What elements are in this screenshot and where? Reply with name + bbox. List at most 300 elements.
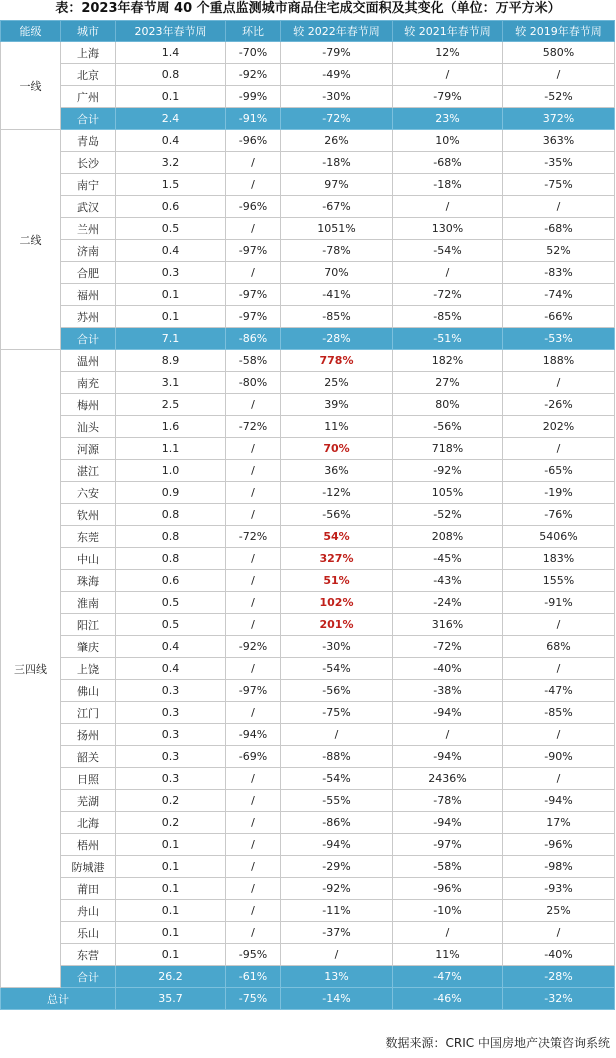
mom-cell: -80% <box>226 372 281 394</box>
vs2019-cell: -75% <box>503 174 615 196</box>
v2023-cell: 0.5 <box>116 614 226 636</box>
v2023-cell: 0.1 <box>116 834 226 856</box>
city-cell: 韶关 <box>61 746 116 768</box>
v2023-cell: 0.4 <box>116 240 226 262</box>
vs2021-cell: -94% <box>393 812 503 834</box>
vs2022-cell: -85% <box>281 306 393 328</box>
vs2021-cell: -94% <box>393 746 503 768</box>
vs2021-cell: -24% <box>393 592 503 614</box>
table-row <box>1 174 615 196</box>
city-cell: 上饶 <box>61 658 116 680</box>
vs2021-cell: 182% <box>393 350 503 372</box>
vs2019-cell: 25% <box>503 900 615 922</box>
v2023-cell: 0.3 <box>116 746 226 768</box>
subtotal-vs2021: -51% <box>393 328 503 350</box>
subtotal-vs2021: 23% <box>393 108 503 130</box>
v2023-cell: 0.1 <box>116 306 226 328</box>
subtotal-mom: -91% <box>226 108 281 130</box>
vs2021-cell: -43% <box>393 570 503 592</box>
vs2022-cell: -75% <box>281 702 393 724</box>
mom-cell: / <box>226 834 281 856</box>
v2023-cell: 1.4 <box>116 42 226 64</box>
city-cell: 合肥 <box>61 262 116 284</box>
table-row <box>1 658 615 680</box>
table-row <box>1 438 615 460</box>
mom-cell: / <box>226 658 281 680</box>
table-row <box>1 746 615 768</box>
vs2021-cell: 2436% <box>393 768 503 790</box>
vs2022-cell: 778% <box>281 350 393 372</box>
city-cell: 防城港 <box>61 856 116 878</box>
vs2022-cell: 1051% <box>281 218 393 240</box>
table-row <box>1 504 615 526</box>
v2023-cell: 0.8 <box>116 548 226 570</box>
city-cell: 苏州 <box>61 306 116 328</box>
v2023-cell: 0.8 <box>116 504 226 526</box>
city-cell: 莆田 <box>61 878 116 900</box>
vs2022-cell: 70% <box>281 262 393 284</box>
vs2022-cell: -55% <box>281 790 393 812</box>
v2023-cell: 0.2 <box>116 790 226 812</box>
vs2022-cell: -79% <box>281 42 393 64</box>
header-vs2019: 较 2019年春节周 <box>503 21 615 42</box>
vs2019-cell: -98% <box>503 856 615 878</box>
vs2022-cell: 39% <box>281 394 393 416</box>
header-row <box>1 21 615 42</box>
mom-cell: / <box>226 570 281 592</box>
city-cell: 济南 <box>61 240 116 262</box>
city-cell: 湛江 <box>61 460 116 482</box>
city-cell: 佛山 <box>61 680 116 702</box>
header-tier: 能级 <box>1 21 61 42</box>
v2023-cell: 0.3 <box>116 680 226 702</box>
mom-cell: / <box>226 262 281 284</box>
vs2019-cell: 183% <box>503 548 615 570</box>
table-row <box>1 680 615 702</box>
table-row <box>1 372 615 394</box>
table-row <box>1 350 615 372</box>
v2023-cell: 0.8 <box>116 64 226 86</box>
vs2022-cell: -30% <box>281 86 393 108</box>
subtotal-vs2021: -47% <box>393 966 503 988</box>
city-cell: 舟山 <box>61 900 116 922</box>
v2023-cell: 0.1 <box>116 856 226 878</box>
vs2019-cell: / <box>503 658 615 680</box>
tier-label: 二线 <box>1 130 61 350</box>
subtotal-mom: -61% <box>226 966 281 988</box>
vs2022-cell: 70% <box>281 438 393 460</box>
city-cell: 福州 <box>61 284 116 306</box>
table-row <box>1 86 615 108</box>
mom-cell: -99% <box>226 86 281 108</box>
city-cell: 东营 <box>61 944 116 966</box>
v2023-cell: 8.9 <box>116 350 226 372</box>
header-2023: 2023年春节周 <box>116 21 226 42</box>
v2023-cell: 3.1 <box>116 372 226 394</box>
total-row <box>1 988 615 1010</box>
vs2022-cell: 97% <box>281 174 393 196</box>
vs2022-cell: 26% <box>281 130 393 152</box>
city-cell: 梧州 <box>61 834 116 856</box>
city-cell: 武汉 <box>61 196 116 218</box>
v2023-cell: 0.9 <box>116 482 226 504</box>
table-row <box>1 702 615 724</box>
city-cell: 肇庆 <box>61 636 116 658</box>
v2023-cell: 0.3 <box>116 262 226 284</box>
total-mom: -75% <box>226 988 281 1010</box>
subtotal-vs2019: 372% <box>503 108 615 130</box>
city-cell: 南宁 <box>61 174 116 196</box>
vs2021-cell: / <box>393 724 503 746</box>
header-vs2021: 较 2021年春节周 <box>393 21 503 42</box>
city-cell: 六安 <box>61 482 116 504</box>
subtotal-vs2019: -28% <box>503 966 615 988</box>
vs2022-cell: 36% <box>281 460 393 482</box>
table-row <box>1 856 615 878</box>
vs2022-cell: 327% <box>281 548 393 570</box>
vs2019-cell: -35% <box>503 152 615 174</box>
vs2021-cell: -78% <box>393 790 503 812</box>
mom-cell: -94% <box>226 724 281 746</box>
vs2019-cell: 188% <box>503 350 615 372</box>
mom-cell: / <box>226 482 281 504</box>
header-mom: 环比 <box>226 21 281 42</box>
vs2019-cell: / <box>503 196 615 218</box>
v2023-cell: 1.5 <box>116 174 226 196</box>
vs2022-cell: 51% <box>281 570 393 592</box>
vs2019-cell: -66% <box>503 306 615 328</box>
subtotal-mom: -86% <box>226 328 281 350</box>
vs2021-cell: / <box>393 64 503 86</box>
mom-cell: / <box>226 878 281 900</box>
vs2019-cell: / <box>503 614 615 636</box>
vs2022-cell: / <box>281 724 393 746</box>
subtotal-v2023: 26.2 <box>116 966 226 988</box>
vs2019-cell: -91% <box>503 592 615 614</box>
v2023-cell: 0.1 <box>116 86 226 108</box>
vs2019-cell: 5406% <box>503 526 615 548</box>
subtotal-label: 合计 <box>61 328 116 350</box>
city-cell: 汕头 <box>61 416 116 438</box>
vs2022-cell: -49% <box>281 64 393 86</box>
vs2019-cell: -96% <box>503 834 615 856</box>
vs2021-cell: 105% <box>393 482 503 504</box>
vs2019-cell: 363% <box>503 130 615 152</box>
vs2022-cell: / <box>281 944 393 966</box>
vs2019-cell: -26% <box>503 394 615 416</box>
table-row <box>1 42 615 64</box>
city-cell: 北海 <box>61 812 116 834</box>
v2023-cell: 0.6 <box>116 570 226 592</box>
mom-cell: / <box>226 614 281 636</box>
vs2019-cell: / <box>503 372 615 394</box>
table-body <box>1 42 615 1010</box>
total-label: 总计 <box>1 988 116 1010</box>
mom-cell: / <box>226 174 281 196</box>
mom-cell: -72% <box>226 526 281 548</box>
vs2022-cell: 25% <box>281 372 393 394</box>
table-row <box>1 394 615 416</box>
total-vs2022: -14% <box>281 988 393 1010</box>
vs2022-cell: -67% <box>281 196 393 218</box>
table-row <box>1 724 615 746</box>
city-cell: 北京 <box>61 64 116 86</box>
city-cell: 珠海 <box>61 570 116 592</box>
vs2019-cell: -76% <box>503 504 615 526</box>
subtotal-vs2022: 13% <box>281 966 393 988</box>
mom-cell: / <box>226 152 281 174</box>
vs2019-cell: / <box>503 922 615 944</box>
mom-cell: / <box>226 856 281 878</box>
v2023-cell: 1.6 <box>116 416 226 438</box>
total-vs2019: -32% <box>503 988 615 1010</box>
v2023-cell: 1.1 <box>116 438 226 460</box>
vs2022-cell: -54% <box>281 658 393 680</box>
v2023-cell: 0.1 <box>116 922 226 944</box>
table-row <box>1 592 615 614</box>
vs2022-cell: -92% <box>281 878 393 900</box>
mom-cell: / <box>226 504 281 526</box>
mom-cell: -97% <box>226 284 281 306</box>
vs2022-cell: -54% <box>281 768 393 790</box>
vs2019-cell: -68% <box>503 218 615 240</box>
vs2019-cell: 52% <box>503 240 615 262</box>
vs2019-cell: -90% <box>503 746 615 768</box>
table-row <box>1 790 615 812</box>
v2023-cell: 0.1 <box>116 900 226 922</box>
vs2019-cell: 17% <box>503 812 615 834</box>
v2023-cell: 0.1 <box>116 284 226 306</box>
subtotal-vs2022: -72% <box>281 108 393 130</box>
table-row <box>1 834 615 856</box>
vs2021-cell: 80% <box>393 394 503 416</box>
table-row <box>1 196 615 218</box>
mom-cell: -58% <box>226 350 281 372</box>
vs2021-cell: -79% <box>393 86 503 108</box>
vs2021-cell: 27% <box>393 372 503 394</box>
vs2021-cell: 130% <box>393 218 503 240</box>
v2023-cell: 0.1 <box>116 878 226 900</box>
city-cell: 河源 <box>61 438 116 460</box>
table-row <box>1 922 615 944</box>
data-source: 数据来源：CRIC 中国房地产决策咨询系统 <box>385 1036 610 1050</box>
mom-cell: / <box>226 394 281 416</box>
mom-cell: -97% <box>226 680 281 702</box>
vs2022-cell: 54% <box>281 526 393 548</box>
vs2022-cell: -29% <box>281 856 393 878</box>
vs2021-cell: / <box>393 922 503 944</box>
city-cell: 扬州 <box>61 724 116 746</box>
vs2021-cell: 316% <box>393 614 503 636</box>
vs2019-cell: / <box>503 724 615 746</box>
city-cell: 南充 <box>61 372 116 394</box>
table-row <box>1 482 615 504</box>
vs2021-cell: -56% <box>393 416 503 438</box>
vs2021-cell: -97% <box>393 834 503 856</box>
header-city: 城市 <box>61 21 116 42</box>
table-row <box>1 812 615 834</box>
mom-cell: / <box>226 702 281 724</box>
table-row <box>1 240 615 262</box>
v2023-cell: 0.6 <box>116 196 226 218</box>
city-cell: 东莞 <box>61 526 116 548</box>
v2023-cell: 0.3 <box>116 768 226 790</box>
v2023-cell: 0.5 <box>116 218 226 240</box>
vs2021-cell: / <box>393 262 503 284</box>
city-cell: 长沙 <box>61 152 116 174</box>
subtotal-row <box>1 108 615 130</box>
v2023-cell: 0.3 <box>116 724 226 746</box>
vs2019-cell: 580% <box>503 42 615 64</box>
city-cell: 青岛 <box>61 130 116 152</box>
vs2021-cell: -85% <box>393 306 503 328</box>
subtotal-label: 合计 <box>61 966 116 988</box>
tier-label: 三四线 <box>1 350 61 988</box>
table-row <box>1 218 615 240</box>
city-cell: 兰州 <box>61 218 116 240</box>
vs2019-cell: -83% <box>503 262 615 284</box>
table-row <box>1 900 615 922</box>
vs2019-cell: 68% <box>503 636 615 658</box>
vs2022-cell: -78% <box>281 240 393 262</box>
subtotal-vs2019: -53% <box>503 328 615 350</box>
subtotal-label: 合计 <box>61 108 116 130</box>
vs2022-cell: -11% <box>281 900 393 922</box>
vs2021-cell: -54% <box>393 240 503 262</box>
vs2021-cell: -72% <box>393 284 503 306</box>
table-row <box>1 570 615 592</box>
v2023-cell: 3.2 <box>116 152 226 174</box>
vs2022-cell: 11% <box>281 416 393 438</box>
table-row <box>1 306 615 328</box>
vs2019-cell: -74% <box>503 284 615 306</box>
city-cell: 梅州 <box>61 394 116 416</box>
vs2019-cell: 155% <box>503 570 615 592</box>
v2023-cell: 0.1 <box>116 944 226 966</box>
table-row <box>1 944 615 966</box>
mom-cell: -95% <box>226 944 281 966</box>
vs2022-cell: -56% <box>281 504 393 526</box>
mom-cell: / <box>226 438 281 460</box>
vs2021-cell: 718% <box>393 438 503 460</box>
mom-cell: -97% <box>226 240 281 262</box>
table-row <box>1 636 615 658</box>
city-cell: 乐山 <box>61 922 116 944</box>
vs2021-cell: -72% <box>393 636 503 658</box>
vs2022-cell: -94% <box>281 834 393 856</box>
vs2019-cell: -19% <box>503 482 615 504</box>
city-cell: 芜湖 <box>61 790 116 812</box>
subtotal-row <box>1 966 615 988</box>
mom-cell: -97% <box>226 306 281 328</box>
vs2022-cell: -88% <box>281 746 393 768</box>
vs2021-cell: -18% <box>393 174 503 196</box>
vs2021-cell: 208% <box>393 526 503 548</box>
mom-cell: -70% <box>226 42 281 64</box>
subtotal-row <box>1 328 615 350</box>
table-row <box>1 130 615 152</box>
mom-cell: -69% <box>226 746 281 768</box>
vs2019-cell: / <box>503 64 615 86</box>
mom-cell: / <box>226 592 281 614</box>
table-row <box>1 64 615 86</box>
table-row <box>1 548 615 570</box>
table-row <box>1 878 615 900</box>
vs2022-cell: 201% <box>281 614 393 636</box>
table-row <box>1 262 615 284</box>
total-vs2021: -46% <box>393 988 503 1010</box>
v2023-cell: 2.5 <box>116 394 226 416</box>
vs2021-cell: -58% <box>393 856 503 878</box>
table-row <box>1 284 615 306</box>
vs2022-cell: -86% <box>281 812 393 834</box>
v2023-cell: 0.8 <box>116 526 226 548</box>
vs2022-cell: -30% <box>281 636 393 658</box>
vs2021-cell: / <box>393 196 503 218</box>
mom-cell: / <box>226 812 281 834</box>
header-vs2022: 较 2022年春节周 <box>281 21 393 42</box>
vs2022-cell: -18% <box>281 152 393 174</box>
mom-cell: -96% <box>226 196 281 218</box>
v2023-cell: 0.4 <box>116 658 226 680</box>
v2023-cell: 0.4 <box>116 130 226 152</box>
vs2021-cell: -94% <box>393 702 503 724</box>
city-cell: 温州 <box>61 350 116 372</box>
table-row <box>1 526 615 548</box>
vs2021-cell: -68% <box>393 152 503 174</box>
city-cell: 上海 <box>61 42 116 64</box>
city-cell: 江门 <box>61 702 116 724</box>
vs2021-cell: 10% <box>393 130 503 152</box>
vs2021-cell: -10% <box>393 900 503 922</box>
vs2019-cell: -40% <box>503 944 615 966</box>
mom-cell: -92% <box>226 636 281 658</box>
vs2019-cell: / <box>503 438 615 460</box>
vs2022-cell: -37% <box>281 922 393 944</box>
v2023-cell: 0.2 <box>116 812 226 834</box>
mom-cell: -72% <box>226 416 281 438</box>
city-cell: 阳江 <box>61 614 116 636</box>
city-cell: 中山 <box>61 548 116 570</box>
vs2019-cell: / <box>503 768 615 790</box>
vs2021-cell: -40% <box>393 658 503 680</box>
city-cell: 广州 <box>61 86 116 108</box>
city-cell: 日照 <box>61 768 116 790</box>
city-cell: 淮南 <box>61 592 116 614</box>
table-row <box>1 768 615 790</box>
mom-cell: -92% <box>226 64 281 86</box>
city-cell: 钦州 <box>61 504 116 526</box>
mom-cell: / <box>226 790 281 812</box>
table-title: 表：2023年春节周 40 个重点监测城市商品住宅成交面积及其变化（单位：万平方米） <box>55 1 561 16</box>
table-row <box>1 614 615 636</box>
vs2022-cell: -56% <box>281 680 393 702</box>
v2023-cell: 0.3 <box>116 702 226 724</box>
vs2021-cell: 12% <box>393 42 503 64</box>
vs2019-cell: -47% <box>503 680 615 702</box>
vs2019-cell: 202% <box>503 416 615 438</box>
vs2022-cell: -12% <box>281 482 393 504</box>
mom-cell: / <box>226 768 281 790</box>
vs2021-cell: -52% <box>393 504 503 526</box>
subtotal-v2023: 7.1 <box>116 328 226 350</box>
total-v2023: 35.7 <box>116 988 226 1010</box>
subtotal-vs2022: -28% <box>281 328 393 350</box>
v2023-cell: 0.4 <box>116 636 226 658</box>
table-row <box>1 416 615 438</box>
mom-cell: -96% <box>226 130 281 152</box>
vs2021-cell: -92% <box>393 460 503 482</box>
